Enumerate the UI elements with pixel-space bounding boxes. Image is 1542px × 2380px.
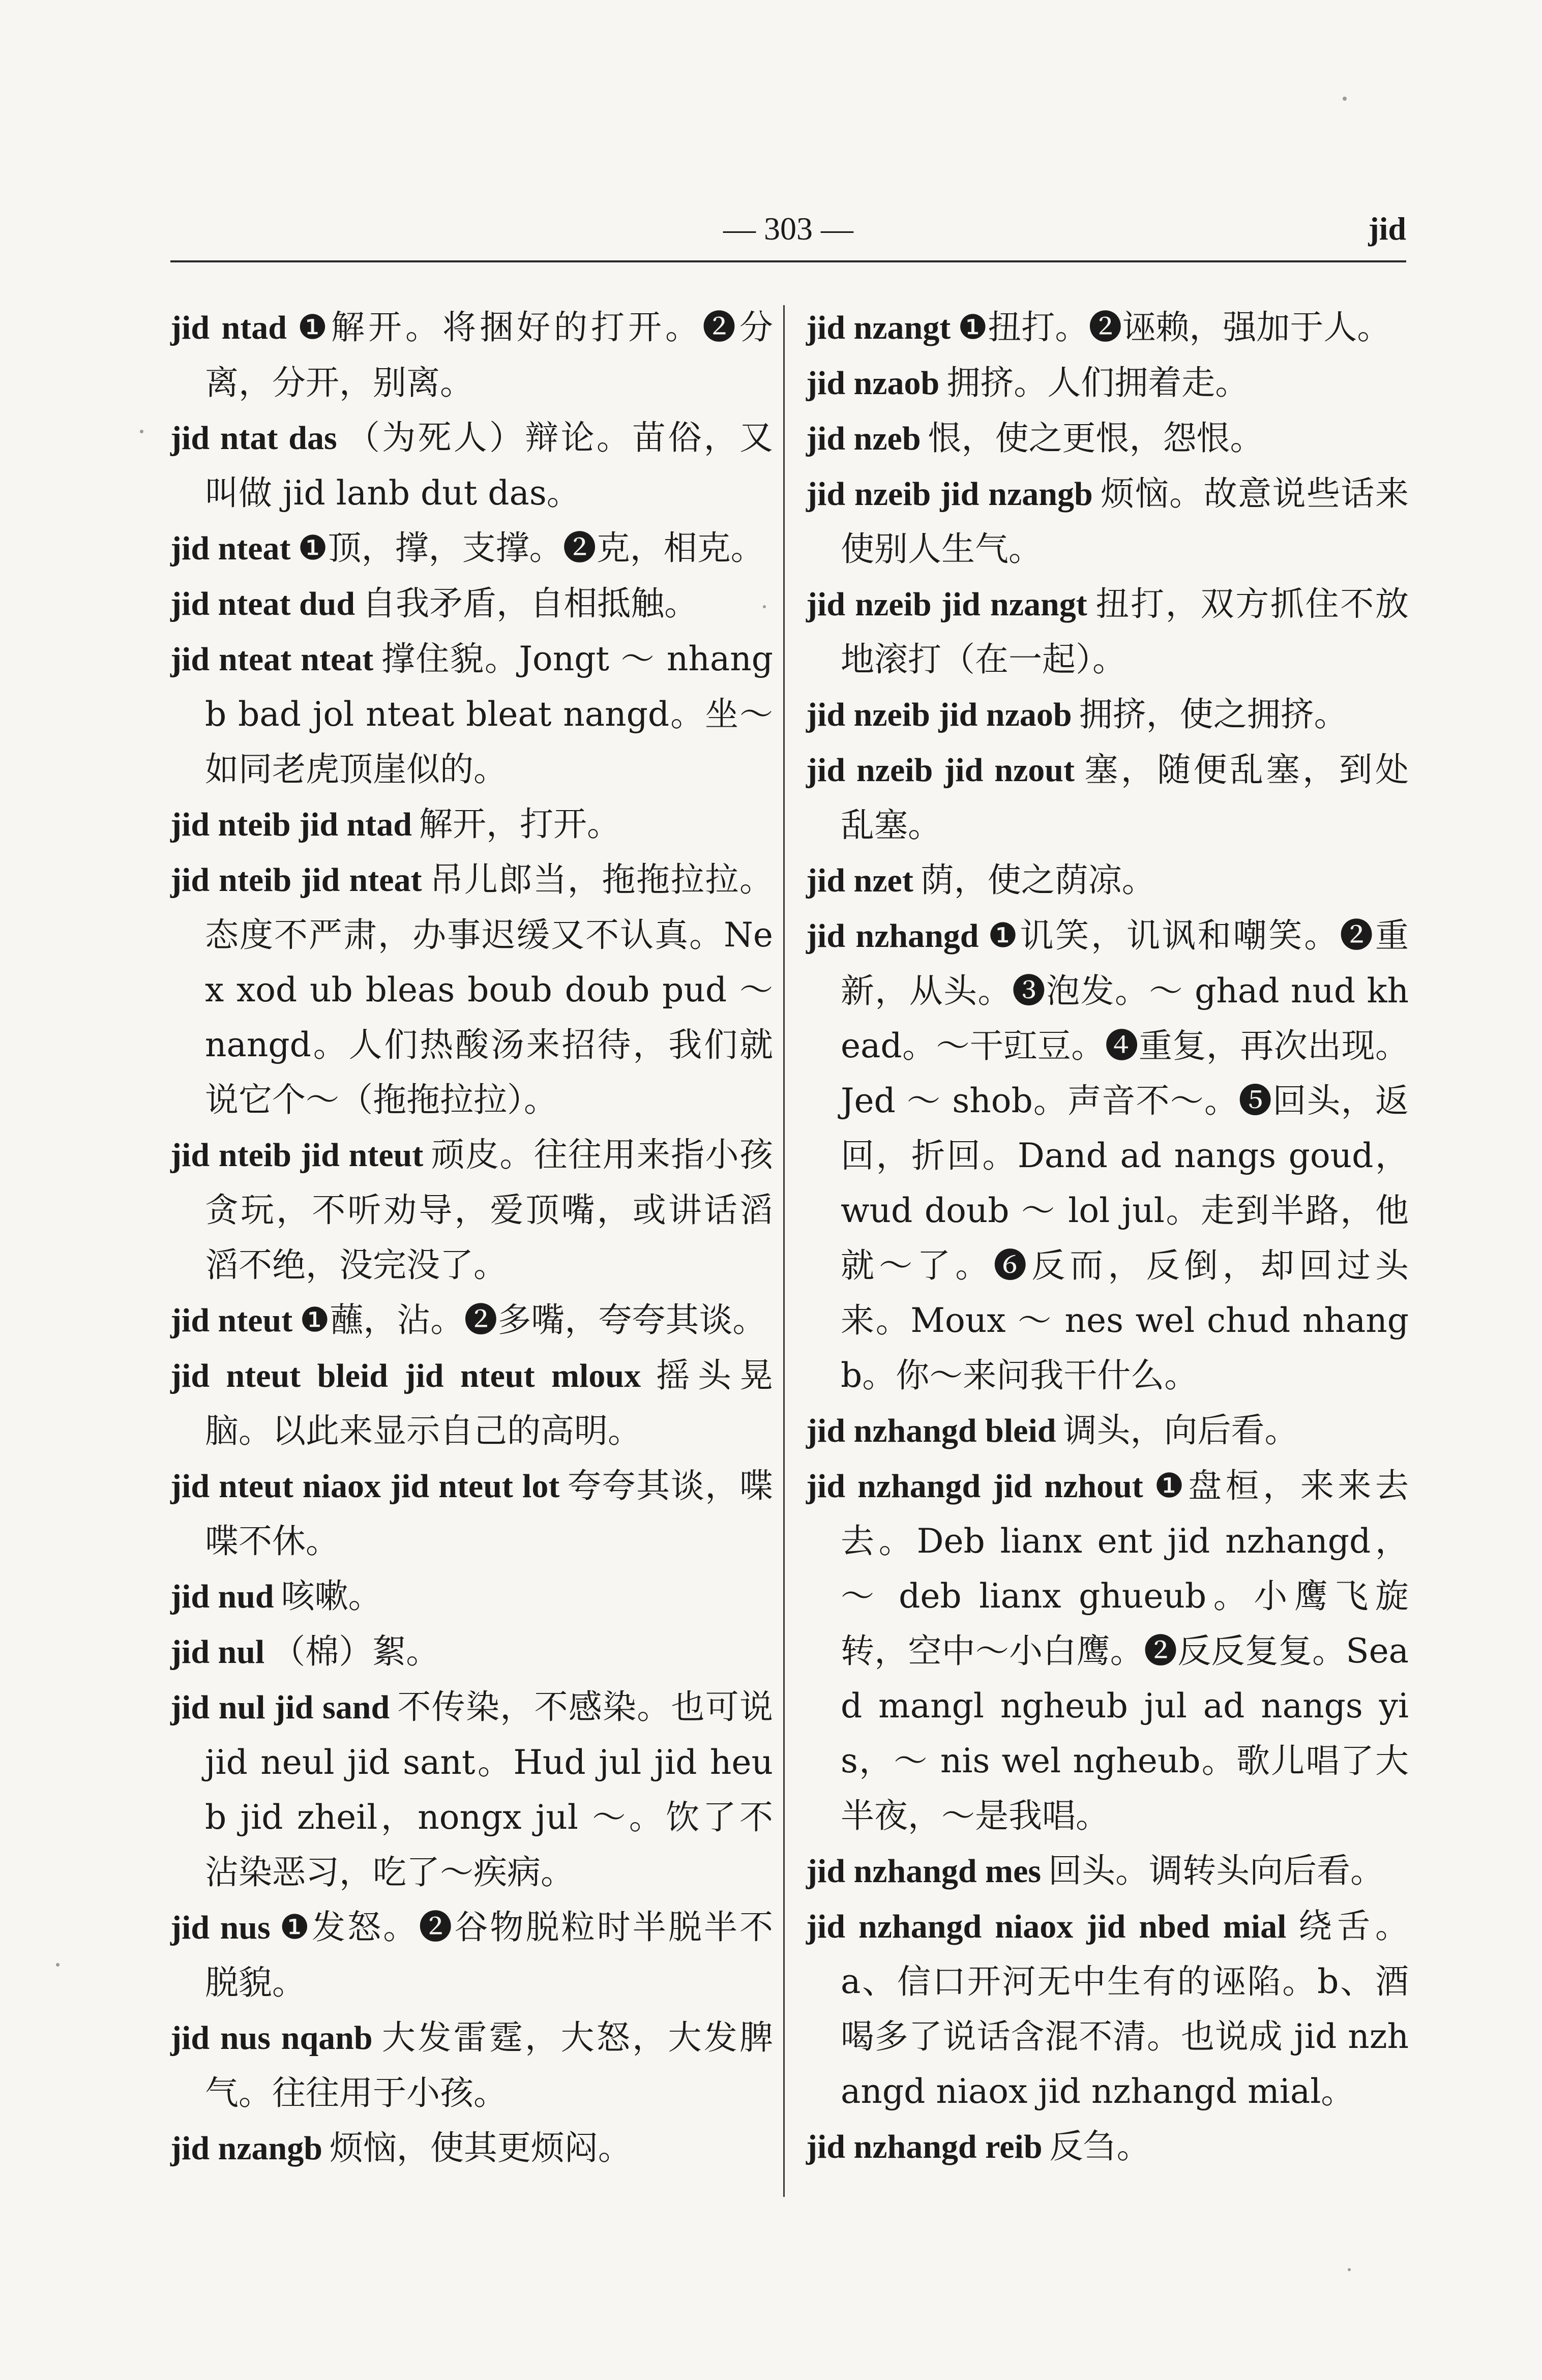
entry-headword: jid nteib jid ntad [170,806,412,843]
dictionary-entry [170,1127,773,1293]
entry-definition: ❶盘桓，来来去去。Deb lianx ent jid nzhangd，～ deb lianx ghueub。小鹰飞旋转，空中～小白鹰。❷反反复复。Sead mangl ngheub jul ad nangs yis，～ nis wel ngheub。歌儿唱了大半夜，～是我唱。 [841,1466,1409,1835]
entry-headword: jid nzhangd bleid [806,1412,1056,1449]
scan-speck [56,1963,60,1967]
entry-headword: jid nud [170,1578,274,1615]
scan-speck [1343,97,1347,101]
entry-definition: 塞，随便乱塞，到处乱塞。 [841,750,1409,845]
entry-headword: jid nzeib jid nzangb [806,475,1093,513]
dictionary-entry [806,853,1409,908]
entry-headword: jid nzeib jid nzout [806,752,1075,789]
entry-headword: jid nzangt [806,309,951,346]
dictionary-entry [806,577,1409,687]
entry-definition: （为死人）辩论。苗俗，又叫做 jid lanb dut das。 [205,418,774,513]
entry-definition: 不传染，不感染。也可说 jid neul jid sant。Hud jul jid heub jid zheil，nongx jul ～。饮了不沾染恶习，吃了～疾病。 [205,1687,774,1892]
entry-definition: ❶发怒。❷谷物脱粒时半脱半不脱貌。 [205,1908,773,2002]
entry-definition: 烦恼，使其更烦闷。 [329,2128,632,2167]
entry-headword: jid nzeb [806,420,921,457]
entry-headword: jid nzeib jid nzangt [806,586,1087,623]
scan-speck [763,605,766,608]
entry-definition: ❶顶，撑，支撑。❷克，相克。 [298,528,764,568]
entry-headword: jid nteat nteat [170,641,374,678]
dictionary-entry [806,1899,1409,2119]
entry-definition: （棉）絮。 [272,1632,440,1671]
dictionary-entry [170,852,773,1127]
dictionary-entry [170,1680,773,1900]
entry-headword: jid nul jid sand [170,1689,390,1726]
dictionary-entry [806,687,1409,742]
entry-definition: ❶解开。将捆好的打开。❷分离，分开，别离。 [205,308,773,402]
entry-headword: jid nteut niaox jid nteut lot [170,1468,560,1505]
scan-speck [1348,2268,1351,2271]
dictionary-entry [170,1569,773,1624]
entry-headword: jid nzhangd mes [806,1853,1042,1890]
dictionary-entry [806,1843,1409,1899]
entry-definition: 反刍。 [1049,2127,1150,2166]
dictionary-entry [170,1900,773,2010]
dictionary-entry [170,300,773,410]
entry-definition: 吊儿郎当，拖拖拉拉。态度不严肃，办事迟缓又不认真。Nex xod ub bleas boub doub pud ～ nangd。人们热酸汤来招待，我们就说它个～（拖拖拉拉）。 [205,860,773,1119]
entry-headword: jid nteat [170,530,291,567]
dictionary-entry [806,1403,1409,1459]
dictionary-entry [806,908,1409,1403]
entry-definition: 绕舌。a、信口开河无中生有的诬陷。b、酒喝多了说话含混不清。也说成 jid nzhangd niaox jid nzhangd mial。 [841,1907,1409,2111]
left-column [170,300,773,2176]
dictionary-entry [170,576,773,632]
entry-definition: 扭打，双方抓住不放地滚打（在一起）。 [841,584,1409,679]
entry-headword: jid nzangb [170,2130,322,2167]
entry-definition: 自我矛盾，自相抵触。 [362,584,698,623]
entry-headword: jid nteut [170,1302,293,1339]
entry-definition: ❶扭打。❷诬赖，强加于人。 [958,308,1391,347]
entry-definition: 夸夸其谈，喋喋不休。 [205,1466,774,1561]
running-head: jid [1368,211,1406,247]
dictionary-entry [170,1459,773,1569]
entry-definition: 咳嗽。 [281,1576,382,1616]
page-header [170,203,1406,259]
dictionary-entry [170,410,773,521]
page-number: — 303 — [723,211,853,247]
dictionary-entry [170,2121,773,2176]
entry-headword: jid nzhangd niaox jid nbed mial [806,1908,1287,1945]
entry-definition: 烦恼。故意说些话来使别人生气。 [841,474,1409,569]
entry-headword: jid nzaob [806,365,940,402]
entry-definition: 回头。调转头向后看。 [1048,1851,1384,1890]
entry-headword: jid nzhangd reib [806,2128,1043,2165]
dictionary-entry [806,411,1409,466]
dictionary-entry [806,300,1409,355]
entry-headword: jid nteib jid nteut [170,1137,424,1174]
entry-definition: ❶讥笑，讥讽和嘲笑。❷重新，从头。❸泡发。～ ghad nud khead。～干豇豆。❹重复，再次出现。Jed ～ shob。声音不～。❺回头，返回，折回。Dand ad nangs goud，wud doub ～ lol jul。走到半路，他就～了。❻反而，反倒，却回过头来。Moux ～ nes wel chud nhangb。你～来问我干什么。 [841,916,1409,1395]
entry-headword: jid nteib jid nteat [170,861,422,899]
entry-definition: 调头，向后看。 [1063,1411,1298,1450]
dictionary-entry [170,2010,773,2121]
dictionary-entry [806,466,1409,577]
entry-headword: jid nteat dud [170,585,355,622]
dictionary-entry [170,521,773,576]
entry-headword: jid nteut bleid jid nteut mloux [170,1357,641,1394]
header-rule [170,260,1406,262]
entry-definition: 撑住貌。Jongt ～ nhangb bad jol nteat bleat nangd。坐～如同老虎顶崖似的。 [205,639,773,789]
column-divider [783,305,785,2197]
dictionary-entry [170,1348,773,1459]
scan-speck [140,430,143,433]
entry-headword: jid nzet [806,862,913,899]
dictionary-entry [170,632,773,797]
entry-headword: jid nus [170,1909,271,1946]
entry-definition: 拥挤，使之拥挤。 [1079,695,1348,734]
right-column [806,300,1409,2175]
entry-headword: jid nzeib jid nzaob [806,696,1072,733]
dictionary-entry [170,1293,773,1348]
entry-definition: 恨，使之更恨，怨恨。 [928,419,1264,458]
dictionary-entry [806,355,1409,411]
entry-definition: 摇头晃脑。以此来显示自己的高明。 [205,1356,774,1450]
entry-definition: 顽皮。往往用来指小孩贪玩，不听劝导，爱顶嘴，或讲话滔滔不绝，没完没了。 [205,1135,773,1285]
entry-headword: jid nus nqanb [170,2019,373,2057]
dictionary-entry [806,742,1409,853]
dictionary-entry [806,1459,1409,1843]
dictionary-entry [170,797,773,852]
entry-definition: 解开，打开。 [419,805,620,844]
entry-headword: jid ntad [170,309,287,346]
entry-definition: 拥挤。人们拥着走。 [946,363,1249,402]
dictionary-entry [170,1624,773,1680]
entry-headword: jid nzhangd jid nzhout [806,1468,1143,1505]
entry-headword: jid ntat das [170,420,337,457]
entry-headword: jid nzhangd [806,917,979,955]
dictionary-entry [806,2119,1409,2175]
entry-headword: jid nul [170,1633,265,1671]
entry-definition: 荫，使之荫凉。 [920,860,1155,900]
entry-definition: 大发雷霆，大怒，大发脾气。往往用于小孩。 [205,2018,774,2113]
entry-definition: ❶蘸，沾。❷多嘴，夸夸其谈。 [300,1300,766,1340]
